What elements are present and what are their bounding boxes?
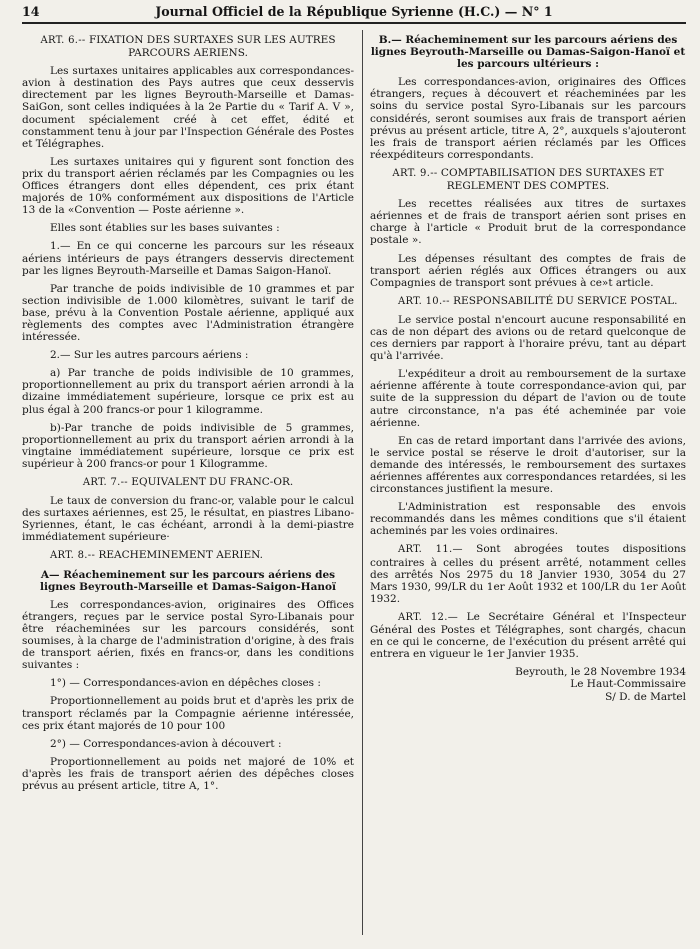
article-12: ART. 12.— Le Secrétaire Général et l'Inspecteur Général des Postes et Télégraphes, sont chargés, chacun en ce qui le concerne, de l'exécution du présent arrêté qui entrera en vigueur le 1er Janvier 1935. [370,610,686,661]
paragraph: L'expéditeur a droit au remboursement de la surtaxe aérienne afférente à toute correspondance-avion qui, par suite de la suppression du départ de l'avion ou de toute autre circonstance, n'a pas été acheminée par voie aérienne. [370,368,686,429]
journal-title: Journal Officiel de la République Syrienne (H.C.) — N° 1 [155,4,553,19]
article-7-heading: ART. 7.-- EQUIVALENT DU FRANC-OR. [82,476,294,488]
article-9-heading: ART. 9.-- COMPTABILISATION DES SURTAXES ET REGLEMENT DES COMPTES. [392,166,664,193]
article-8-heading: ART. 8.-- REACHEMINEMENT AERIEN. [50,549,264,562]
paragraph: Les surtaxes unitaires qui y figurent sont fonction des prix du transport aérien réclamés par les Compagnies ou les Offices étrangers dont elles dépendent, ces prix étant majorés de 10% conformément aux dispositions de l'Article 13 de la «Convention — Poste aérienne ». [22,155,354,217]
paragraph: Le service postal n'encourt aucune responsabilité en cas de non départ des avions ou de retard quelconque de ces derniers par rapport à l'horaire prévu, tant au départ qu'à l'arrivée. [370,313,686,363]
paragraph: Les surtaxes unitaires applicables aux correspondances-avion à destination des Pays autres que ceux desservis directement par les lignes Beyrouth-Marseille et Damas-SaiGon, sont celles indiquées à la 2e Partie du « Tarif A. V », document spécialement créé à cet effet, édité et constamment tenu à jour par l'Inspection Générale des Postes et Télégraphes. [22,65,354,150]
paragraph: Les correspondances-avion, originaires des Offices étrangers, reçues à découvert et réacheminées par les soins du service postal Syro-Libanais sur les parcours considérés, seront soumises aux frais de transport aérien prévus au présent article, titre A, 2°, auxquels s'ajouteront les frais de transport aérien réclamés par les Offices réexpéditeurs correspondants. [370,76,686,161]
section-b-title: B.— Réacheminement sur les parcours aériens des lignes Beyrouth-Marseille ou Damas-Saigon-Hanoï et les parcours ultérieurs : [370,34,686,71]
paragraph: a) Par tranche de poids indivisible de 10 grammes, proportionnellement au prix du transport aérien arrondi à la dizaine immédiatement supérieure, lorsque ce prix est au plus égal à 200 francs-or pour 1 kilogramme. [22,367,354,416]
article-6-heading: ART. 6.-- FIXATION DES SURTAXES SUR LES AUTRES PARCOURS AERIENS. [40,34,336,60]
paragraph: Les dépenses résultant des comptes de frais de transport aérien réglés aux Offices étrangers ou aux Compagnies de transport sont prévues à ce»t article. [370,252,686,289]
paragraph: Les recettes réalisées aux titres de surtaxes aériennes et de frais de transport aérien sont prises en charge à l'article « Produit brut de la correspondance postale ». [370,198,686,247]
paragraph: Les correspondances-avion, originaires des Offices étrangers, reçues par le service postal Syro-Libanais pour être réacheminées sur les parcours considérés, sont soumises, à la charge de l'administration d'origine, à des frais de transport aérien, fixés en francs-or, dans les conditions suivantes : [22,598,354,672]
paragraph: Proportionnellement au poids net majoré de 10% et d'après les frais de transport aérien des dépêches closes prévus au présent article, titre A, 1°. [22,755,354,792]
page-number: 14 [22,4,40,19]
page-header [22,4,686,22]
paragraph: Proportionnellement au poids brut et d'après les prix de transport réclamés par la Compagnie aérienne intéressée, ces prix étant majorés de 10 pour 100 [22,695,354,732]
paragraph: En cas de retard important dans l'arrivée des avions, le service postal se réserve le droit d'autoriser, sur la demande des intéressés, le remboursement des surtaxes aériennes afférentes aux correspondances retardées, si les circonstances justifient la mesure. [370,434,686,496]
paragraph: 2.— Sur les autres parcours aériens : [50,349,249,362]
paragraph: Elles sont établies sur les bases suivantes : [50,222,280,235]
paragraph: b)-Par tranche de poids indivisible de 5 grammes, proportionnellement au prix du transport aérien arrondi à la vingtaine immédiatement supérieure, lorsque ce prix est supérieur à 200 francs-or pour 1 Kilogramme. [22,421,354,470]
article-11: ART. 11.— Sont abrogées toutes dispositions contraires à celles du présent arrêté, notamment celles des arrêtés Nos 2975 du 18 Janvier 1930, 3054 du 27 Mars 1930, 99/LR du 1er Août 1932 et 100/LR du 1er Août 1932. [370,543,686,605]
header-rule [22,22,686,24]
paragraph: 1.— En ce qui concerne les parcours sur les réseaux aériens intérieurs de pays étrangers desservis directement par les lignes Beyrouth-Marseille et Damas Saigon-Hanoï. [22,240,354,277]
left-column [22,34,354,798]
paragraph: 2°) — Correspondances-avion à découvert : [50,737,282,750]
paragraph: L'Administration est responsable des envois recommandés dans les mêmes conditions que s'il étaient acheminés par les voies ordinaires. [370,501,686,538]
article-10-heading: ART. 10.-- RESPONSABILITÉ DU SERVICE POSTAL. [398,294,678,307]
paragraph: 1°) — Correspondances-avion en dépêches closes : [50,677,321,690]
signature-title: Le Haut-Commissaire [570,678,686,691]
paragraph: Par tranche de poids indivisible de 10 grammes et par section indivisible de 1.000 kilomètres, suivant le tarif de base, prévu à la Convention Postale aérienne, appliqué aux règlements des comptes avec l'Administration étrangère intéressée. [22,282,354,344]
signature-place-date: Beyrouth, le 28 Novembre 1934 [515,666,686,679]
section-a-title: A— Réacheminement sur les parcours aériens des lignes Beyrouth-Marseille et Damas-Saigon-Hanoï [39,568,337,593]
signature-name: S/ D. de Martel [605,690,686,703]
column-divider [362,30,363,935]
right-column [370,34,686,703]
paragraph: Le taux de conversion du franc-or, valable pour le calcul des surtaxes aériennes, est 25, le résultat, en piastres Libano-Syriennes, étant, le cas échéant, arrondi à la demi-piastre immédiatement supérieure· [22,495,354,544]
